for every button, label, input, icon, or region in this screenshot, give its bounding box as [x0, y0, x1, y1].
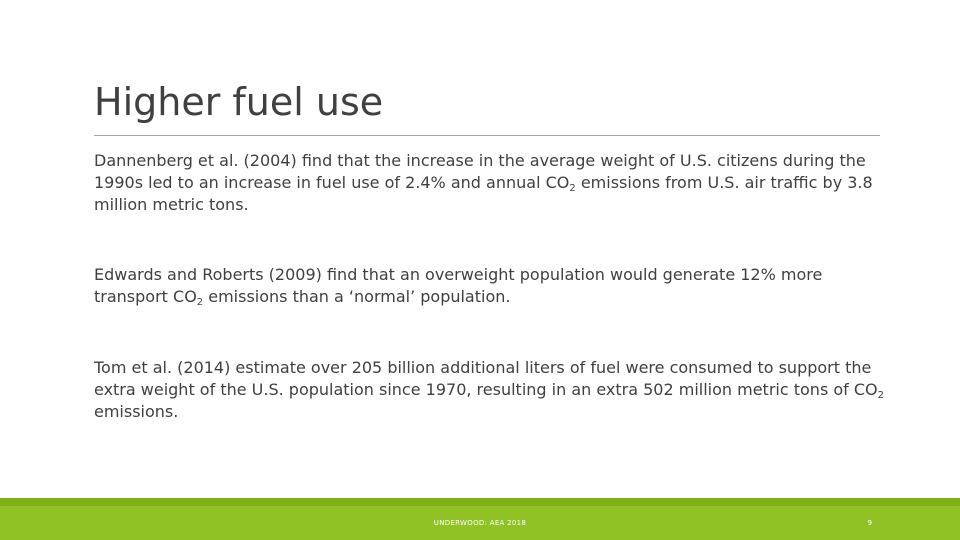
- paragraph-tom: [94, 357, 884, 423]
- paragraph-edwards-roberts: [94, 264, 884, 308]
- page-number: 9: [867, 519, 873, 527]
- subscript: 2: [196, 297, 204, 308]
- slide-title: Higher fuel use: [94, 80, 384, 124]
- paragraph-text: Tom et al. (2014) estimate over 205 billion additional liters of fuel were consumed to support the extra weight of the U.S. population since 1970, resulting in an extra 502 million metric tons of CO: [94, 358, 878, 399]
- subscript: 2: [877, 390, 885, 401]
- footer-text: UNDERWOOD: AEA 2018: [433, 519, 527, 527]
- paragraph-text: emissions from U.S. air traffic by 3.8 million metric tons.: [94, 173, 873, 214]
- footer-bar-accent: [0, 498, 960, 506]
- paragraph-text: emissions.: [94, 402, 179, 421]
- title-divider: [94, 135, 880, 136]
- paragraph-text: Dannenberg et al. (2004) find that the increase in the average weight of U.S. citizens during the 1990s led to an increase in fuel use of 2.4% and annual CO: [94, 151, 866, 192]
- subscript: 2: [569, 183, 576, 194]
- paragraph-text: Edwards and Roberts (2009) find that an overweight population would generate 12% more transport CO: [94, 265, 823, 306]
- paragraph-dannenberg: [94, 150, 884, 216]
- paragraph-text: emissions than a ‘normal’ population.: [203, 287, 511, 306]
